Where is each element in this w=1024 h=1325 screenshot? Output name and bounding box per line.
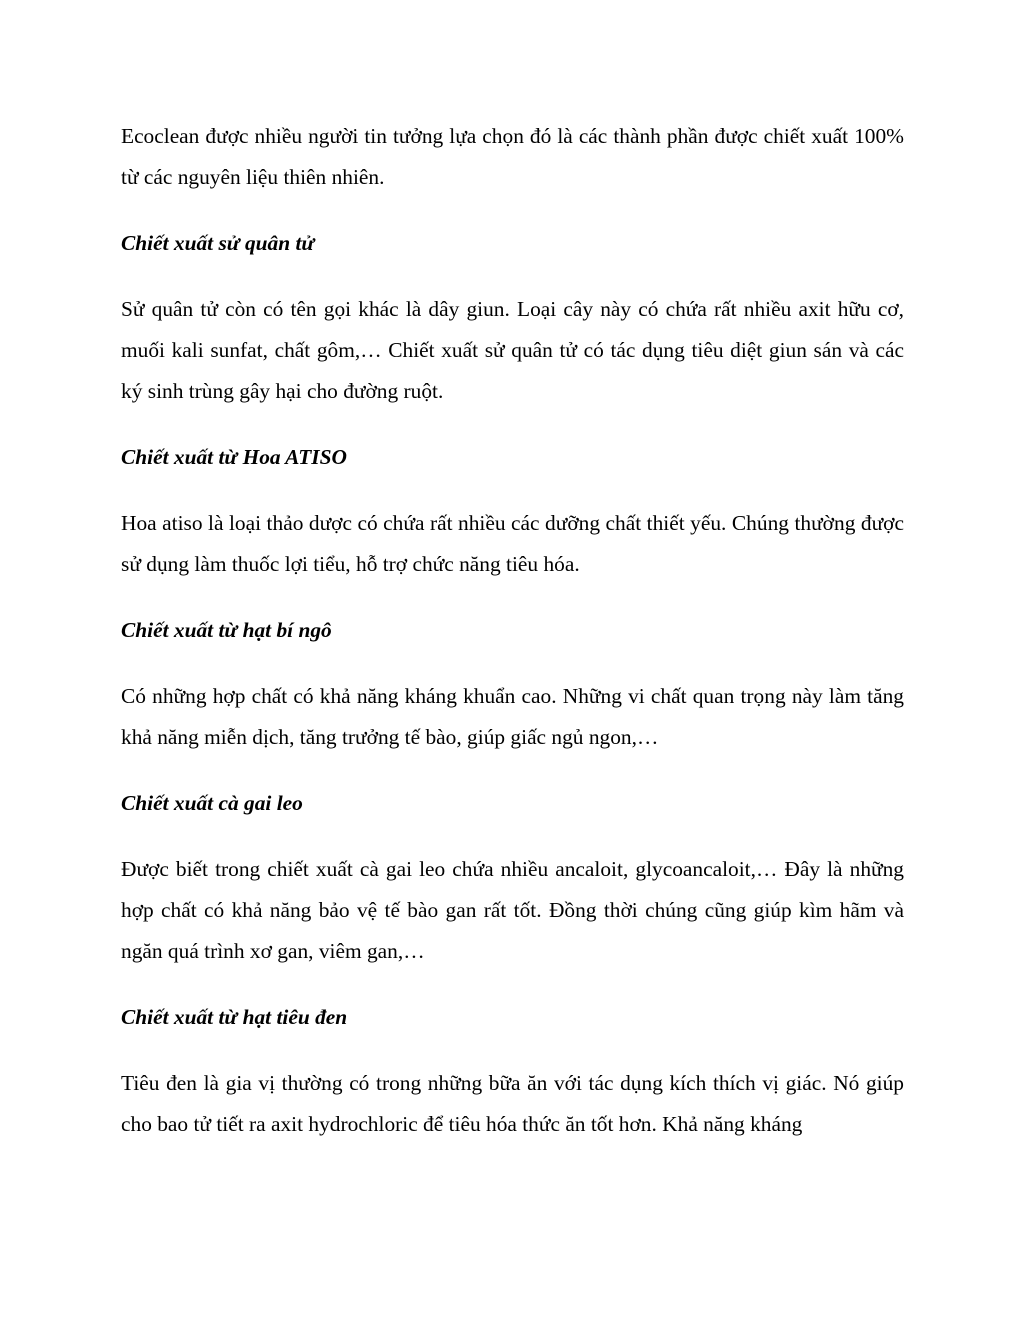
heading-hat-tieu-den: Chiết xuất từ hạt tiêu đen [121, 1005, 348, 1029]
paragraph-hat-bi-ngo: Có những hợp chất có khả năng kháng khuẩn cao. Những vi chất quan trọng này làm tăng khả năng miễn dịch, tăng trưởng tế bào, giúp giấc ngủ ngon,… [121, 684, 904, 749]
heading-hoa-atiso: Chiết xuất từ Hoa ATISO [121, 445, 347, 469]
paragraph-hat-tieu-den: Tiêu đen là gia vị thường có trong những bữa ăn với tác dụng kích thích vị giác. Nó giúp cho bao tử tiết ra axit hydrochloric để tiêu hóa thức ăn tốt hơn. Khả năng kháng [121, 1071, 904, 1136]
document-page [121, 116, 904, 1170]
paragraph-intro: Ecoclean được nhiều người tin tưởng lựa chọn đó là các thành phần được chiết xuất 100% từ các nguyên liệu thiên nhiên. [121, 124, 904, 189]
paragraph-ca-gai-leo: Được biết trong chiết xuất cà gai leo chứa nhiều ancaloit, glycoancaloit,… Đây là những hợp chất có khả năng bảo vệ tế bào gan rất tốt. Đồng thời chúng cũng giúp kìm hãm và ngăn quá trình xơ gan, viêm gan,… [121, 857, 904, 963]
paragraph-su-quan-tu: Sử quân tử còn có tên gọi khác là dây giun. Loại cây này có chứa rất nhiều axit hữu cơ, muối kali sunfat, chất gôm,… Chiết xuất sử quân tử có tác dụng tiêu diệt giun sán và các ký sinh trùng gây hại cho đường ruột. [121, 297, 904, 403]
heading-su-quan-tu: Chiết xuất sử quân tử [121, 231, 315, 255]
heading-hat-bi-ngo: Chiết xuất từ hạt bí ngô [121, 618, 332, 642]
paragraph-hoa-atiso: Hoa atiso là loại thảo dược có chứa rất nhiều các dưỡng chất thiết yếu. Chúng thường được sử dụng làm thuốc lợi tiểu, hỗ trợ chức năng tiêu hóa. [121, 511, 904, 576]
heading-ca-gai-leo: Chiết xuất cà gai leo [121, 791, 303, 815]
